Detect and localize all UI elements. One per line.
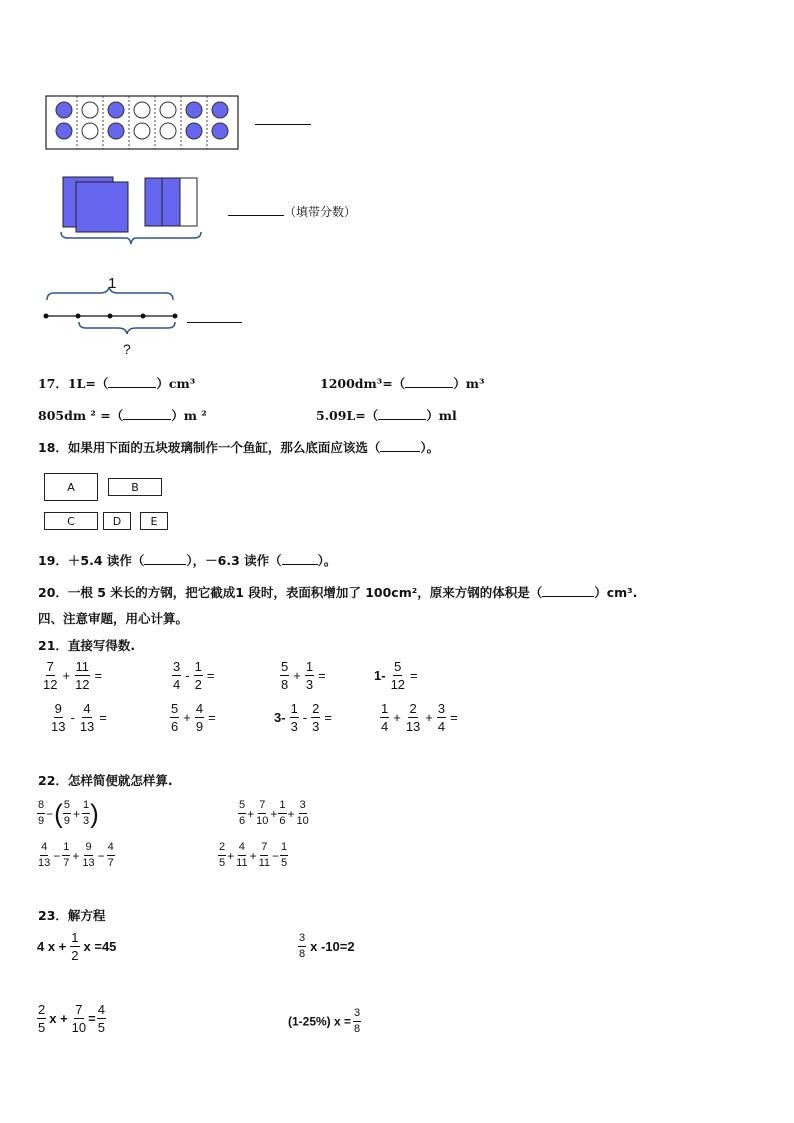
q17-b-pre: 1200dm³=（ <box>320 376 406 391</box>
q17-row1b <box>320 374 484 392</box>
numberline-one-label: 1 <box>108 275 117 292</box>
circle-grid-figure <box>44 93 244 153</box>
q21-r1-e1: $\frac{7}{12}$ + $\frac{11}{12}$ = <box>43 659 103 692</box>
q21-r2-e2: $\frac{5}{6}$ + $\frac{4}{9}$ = <box>171 701 216 734</box>
q19-number: 19． <box>38 553 68 568</box>
q19-blank-1[interactable] <box>144 553 186 565</box>
q21-r1-e4: 1- $\frac{5}{12}$ = <box>374 659 418 692</box>
q18-question <box>38 438 439 456</box>
q17-c-post: ）m ² <box>171 408 207 423</box>
q23-e4: (1-25%) x = $\frac{3}{8}$ <box>288 1007 361 1035</box>
q23-title: 解方程 <box>67 908 106 923</box>
square-fraction-figure <box>58 172 208 247</box>
q20-number: 20． <box>38 585 68 600</box>
q17-b-blank[interactable] <box>405 376 453 388</box>
fig2-hint: （填带分数） <box>284 205 357 219</box>
glass-piece-a: A <box>44 473 98 501</box>
q20-text: 一根 5 米长的方钢，把它截成1 段时，表面积增加了 100cm²，原来方钢的体积是（ <box>67 585 543 600</box>
q21-r2-e4: $\frac{1}{4}$ + $\frac{2}{13}$ + $\frac{3}{4}$ = <box>381 701 458 734</box>
q23-heading <box>38 906 105 924</box>
q19-part1: ＋5.4 读作（ <box>67 553 145 568</box>
q17-d-post: ）ml <box>426 408 457 423</box>
q22-heading <box>38 771 173 789</box>
q22-e3: $\frac{4}{13}$ − $\frac{1}{7}$ + $\frac{9}{13}$ − $\frac{4}{7}$ <box>38 841 114 869</box>
q17-c-blank[interactable] <box>123 408 171 420</box>
glass-piece-c: C <box>44 512 98 530</box>
q21-heading <box>38 636 135 654</box>
q17-a-pre: 1L=（ <box>67 376 109 391</box>
q17-a-post: ）cm³ <box>156 376 196 391</box>
q19-part2: ），－6.3 读作（ <box>186 553 282 568</box>
q19-question <box>38 551 336 569</box>
q23-e2: $\frac{3}{8}$ x -10=2 <box>299 932 355 960</box>
answer-blank-fig3[interactable] <box>187 310 242 323</box>
q21-number: 21． <box>38 638 68 653</box>
q19-blank-2[interactable] <box>282 553 318 565</box>
glass-piece-e: E <box>140 512 168 530</box>
q21-r2-e3: 3- $\frac{1}{3}$ - $\frac{2}{3}$ = <box>274 701 332 734</box>
number-line-figure <box>38 270 188 362</box>
section-heading: 四、注意审题，用心计算。 <box>38 611 189 626</box>
q17-d-blank[interactable] <box>378 408 426 420</box>
q21-r1-e3: $\frac{5}{8}$ + $\frac{1}{3}$ = <box>281 659 326 692</box>
answer-blank-fig1[interactable] <box>255 112 311 125</box>
q18-blank[interactable] <box>380 440 420 452</box>
q23-number: 23． <box>38 908 68 923</box>
q17-b-post: ）m³ <box>453 376 485 391</box>
q19-part3: ）。 <box>317 553 337 568</box>
q22-e2: $\frac{5}{6}$ + $\frac{7}{10}$ + $\frac{1}{6}$ + $\frac{3}{10}$ <box>239 799 309 827</box>
q22-title: 怎样简便就怎样算. <box>67 773 173 788</box>
q20-question <box>38 583 637 601</box>
q23-e1: 4 x + $\frac{1}{2}$ x =45 <box>37 930 117 963</box>
q17-a-blank[interactable] <box>108 376 156 388</box>
q20-end: ）cm³. <box>594 585 638 600</box>
q21-r1-e2: $\frac{3}{4}$ - $\frac{1}{2}$ = <box>173 659 215 692</box>
glass-piece-d: D <box>103 512 131 530</box>
q17-d-pre: 5.09L=（ <box>316 408 379 423</box>
q20-blank[interactable] <box>542 585 594 597</box>
q21-title: 直接写得数. <box>67 638 136 653</box>
q18-number: 18． <box>38 440 68 455</box>
q21-r2-e1: $\frac{9}{13}$ - $\frac{4}{13}$ = <box>51 701 107 734</box>
answer-blank-fig2[interactable] <box>228 203 284 216</box>
q18-end: ）。 <box>420 440 440 455</box>
q17-row2 <box>38 406 207 424</box>
q22-e1: $\frac{8}{9}$ −( $\frac{5}{9}$ + $\frac{1}{3}$ ) <box>38 798 99 829</box>
q17-number: 17． <box>38 376 68 391</box>
q17-row2b <box>316 406 457 424</box>
q18-text: 如果用下面的五块玻璃制作一个鱼缸，那么底面应该选（ <box>67 440 381 455</box>
q23-e3: $\frac{2}{5}$ x + $\frac{7}{10}$ = $\frac{4}{5}$ <box>38 1002 105 1035</box>
q17-row1 <box>38 374 195 392</box>
q17-c-pre: 805dm ² =（ <box>38 408 124 423</box>
q22-e4: $\frac{2}{5}$ + $\frac{4}{11}$ + $\frac{7}{11}$ − $\frac{1}{5}$ <box>219 841 288 869</box>
q22-number: 22． <box>38 773 68 788</box>
glass-piece-b: B <box>108 478 162 496</box>
numberline-question-label: ? <box>123 341 131 357</box>
